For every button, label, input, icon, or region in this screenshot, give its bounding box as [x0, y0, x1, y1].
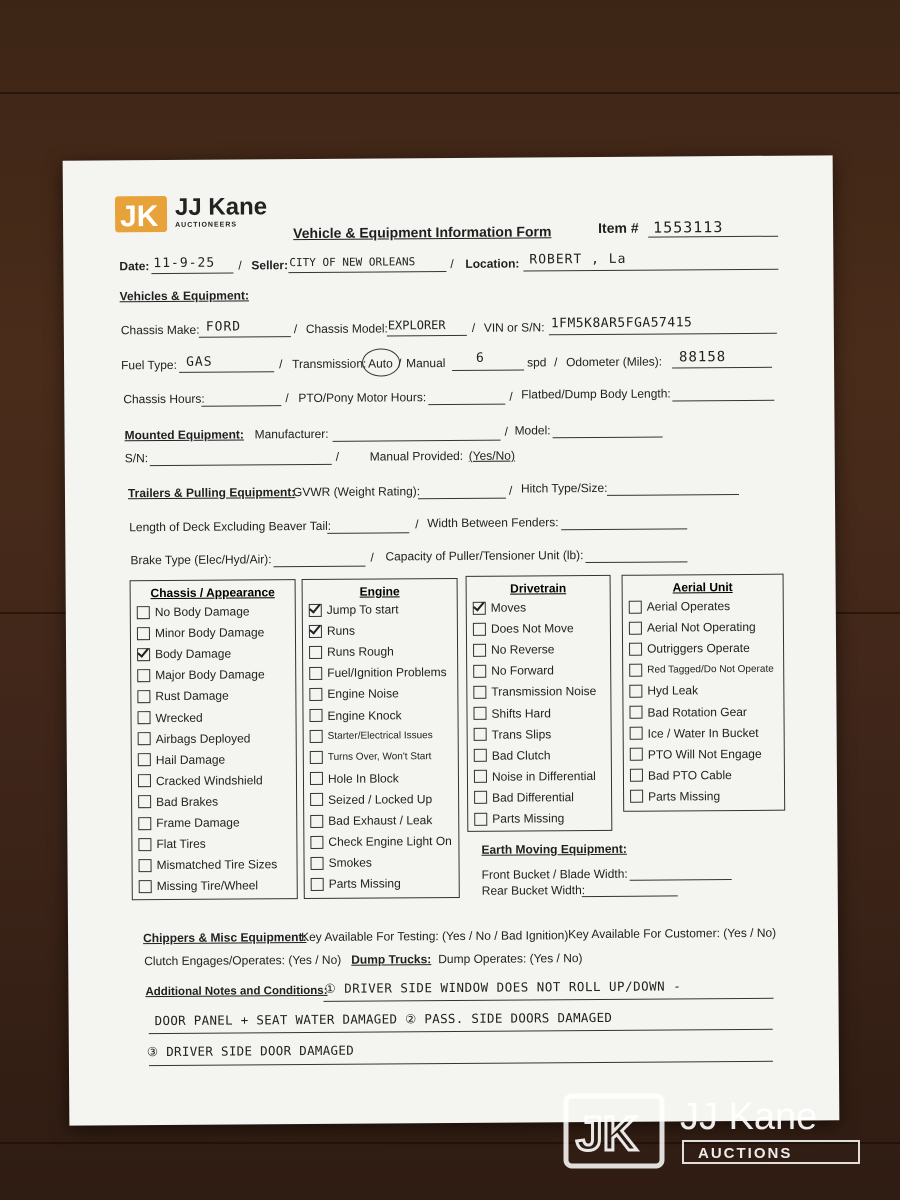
- checkbox[interactable]: [137, 627, 150, 640]
- aerial-unit-box: [622, 574, 786, 812]
- chassis-model-line: [387, 335, 467, 337]
- checkbox-label: Red Tagged/Do Not Operate: [647, 663, 774, 676]
- checkbox-row: [473, 640, 554, 659]
- checkbox-row: [630, 766, 732, 785]
- checkbox-row: [630, 787, 720, 806]
- checkbox-row: [138, 813, 239, 832]
- vin-label: VIN or S/N:: [483, 320, 545, 335]
- checkbox-label: Aerial Operates: [646, 599, 731, 614]
- hitch-line: [607, 494, 739, 496]
- checkbox[interactable]: [138, 753, 151, 766]
- checkbox-label: Noise in Differential: [491, 768, 596, 784]
- checkbox-row: [474, 767, 596, 786]
- checkbox[interactable]: [137, 669, 150, 682]
- checkbox[interactable]: [629, 621, 642, 634]
- deck-length-label: Length of Deck Excluding Beaver Tail:: [129, 518, 332, 535]
- checkbox[interactable]: [473, 686, 486, 699]
- checkbox-label: Transmission Noise: [491, 684, 597, 700]
- checkbox-label: Major Body Damage: [155, 667, 265, 683]
- checkbox-row: [630, 723, 759, 742]
- rear-bucket-label: Rear Bucket Width:: [481, 883, 586, 898]
- sn-line: [150, 464, 332, 466]
- date-line: [151, 273, 233, 275]
- manual-provided-label: Manual Provided:: [369, 448, 464, 464]
- checkbox[interactable]: [310, 793, 323, 806]
- section-earth-moving: Earth Moving Equipment:: [481, 841, 627, 857]
- checkbox[interactable]: [139, 880, 152, 893]
- vin-line: [549, 333, 777, 336]
- checkbox-row: [310, 748, 432, 767]
- item-label: Item #: [598, 219, 639, 236]
- checkbox[interactable]: [309, 624, 322, 637]
- checkbox-label: Fuel/Ignition Problems: [327, 665, 447, 681]
- checkbox-label: Smokes: [328, 855, 372, 871]
- brand-name: JJ Kane: [174, 193, 268, 221]
- checkbox-label: Shifts Hard: [491, 705, 551, 721]
- location-label: Location:: [465, 256, 520, 271]
- fuel-label: Fuel Type:: [121, 357, 177, 373]
- watermark-name: JJ Kane: [680, 1096, 818, 1138]
- checkbox-label: Runs: [326, 623, 355, 638]
- checkbox-label: Bad Exhaust / Leak: [328, 813, 433, 828]
- notes-text-1: ① DRIVER SIDE WINDOW DOES NOT ROLL UP/DOWN -: [324, 978, 682, 996]
- checkbox-label: Jump To start: [326, 602, 399, 617]
- checkbox[interactable]: [309, 646, 322, 659]
- date-label: Date:: [119, 259, 150, 274]
- checkbox[interactable]: [137, 711, 150, 724]
- checkbox-label: Trans Slips: [491, 726, 552, 742]
- brand-tagline: AUCTIONEERS: [175, 221, 238, 229]
- model-label: Model:: [514, 423, 551, 438]
- checkbox-row: [137, 687, 228, 706]
- section-trailers: Trailers & Pulling Equipment:: [127, 485, 296, 501]
- chassis-appearance-title: Chassis / Appearance: [150, 585, 275, 601]
- jk-watermark-icon: [562, 1088, 672, 1172]
- drivetrain-box: [466, 575, 613, 832]
- drivetrain-title: Drivetrain: [510, 581, 567, 596]
- svg-text:JK: JK: [576, 1108, 638, 1161]
- checkbox-label: Moves: [490, 600, 527, 615]
- checkbox-label: Outriggers Operate: [647, 641, 750, 656]
- checkbox-row: [137, 645, 231, 664]
- checkbox-label: PTO Will Not Engage: [647, 746, 762, 762]
- checkbox-row: [473, 598, 526, 616]
- checkbox-label: Parts Missing: [328, 876, 401, 892]
- model-line: [553, 437, 663, 439]
- checkbox[interactable]: [310, 730, 323, 743]
- notes-line-3: [149, 1061, 773, 1066]
- capacity-label: Capacity of Puller/Tensioner Unit (lb):: [385, 548, 584, 564]
- checkbox-row: [138, 771, 263, 790]
- checkbox-label: Aerial Not Operating: [646, 619, 756, 635]
- section-vehicles: Vehicles & Equipment:: [119, 288, 250, 304]
- section-mounted: Mounted Equipment:: [124, 427, 244, 443]
- checkbox-row: [630, 745, 762, 764]
- checkbox[interactable]: [474, 791, 487, 804]
- chassis-hours-line: [201, 405, 281, 407]
- notes-line-1: [324, 998, 774, 1002]
- manual-provided-options: (Yes/No): [468, 448, 516, 463]
- date-value: 11-9-25: [153, 255, 216, 272]
- item-value: 1553113: [653, 218, 724, 237]
- checkbox[interactable]: [629, 642, 642, 655]
- key-customer: Key Available For Customer: (Yes / No): [568, 925, 777, 942]
- checkbox-label: Bad Rotation Gear: [647, 704, 747, 720]
- information-form-sheet: JK JJ Kane AUCTIONEERS Vehicle & Equipment Information Form Item # 1553113 Date: 11-9-25 / Seller: CITY OF NEW ORLEANS / Location: ROBERT , La Vehicles & Equipment: Chassis Make: FORD / Chassis Model: EXPLORER / VIN or S/N: 1FM5K8AR5FGA57415 Fuel Type: GAS / Transmission: Auto / Manual 6 spd / Odometer (Miles): 88158 Chassis Hours: / PTO/Pony Motor Hours: / Flatbed/Dump Body Length: Mounted Equipment: Manufacturer: / Model: S/N: / Manual Provided: (Yes/No) Trailers & Pulling Equipment: GVWR (Weight Rating): / Hitch Type/Size: Length of Deck Excluding Beaver Tail: / Width Between Fenders: Brake Type (Elec/Hyd/Air): / Capacity of Puller/Tensioner Unit (lb): Chassis / Appearance No Body Damage Minor Body Damage Body Damage Major Body Damage Rust Damage Wrecked Airbags Deployed Hail Damage Cracked Windshield Bad Brakes Frame Damage Flat Tires Mismatched Tire Sizes Missing Tire/Wheel Engine Jump To start Runs Runs Rough Fuel/Ignition Problems Engine Noise Engine Knock Starter/Electrical Issues Turns Over, Won't Start Hole In Block Seized / Locked Up Bad Exhaust / Leak Check Engine Light On Smokes Parts Missing Drivetrain Moves Does Not Move No Reverse No Forward Transmission Noise Shifts Hard Trans Slips Bad Clutch Noise in Differential Bad Differential Parts Missing Aerial Unit Aerial Operates Aerial Not Operating Outriggers Operate Red Tagged/Do Not Operate Hyd Leak Bad Rotation Gear Ice / Water In Bucket PTO Will Not Engage Bad PTO Cable Parts Missing Earth Moving Equipment: Front Bucket / Blade Width: Rear Bucket Width: Chippers & Misc Equipment: Key Available For Testing: (Yes / No / Bad Ignition) Key Available For Customer: (Yes / No) Clutch Engages/Operates: (Yes / No) Dump Trucks: Dump Operates: (Yes / No) Additional Notes and Conditions: ① DRIVER SIDE WINDOW DOES NOT ROLL UP/DOWN - DOOR PANEL + SEAT WATER DAMAGED ② PASS. SIDE DOORS DAMAGED ③ DRIVER SIDE DOOR DAMAGED: [63, 155, 840, 1125]
- seller-label: Seller:: [251, 258, 289, 273]
- checkbox[interactable]: [629, 685, 642, 698]
- checkbox-row: [310, 832, 452, 851]
- checkbox-label: Mismatched Tire Sizes: [156, 857, 278, 873]
- vin-value: 1FM5K8AR5FGA57415: [550, 315, 693, 332]
- capacity-line: [585, 561, 687, 563]
- fuel-value: GAS: [185, 354, 213, 370]
- checkbox[interactable]: [138, 774, 151, 787]
- checkbox-label: Turns Over, Won't Start: [327, 751, 432, 764]
- section-notes: Additional Notes and Conditions:: [145, 984, 328, 999]
- checkbox-row: [138, 750, 225, 769]
- checkbox-row: [137, 666, 265, 685]
- checkbox-label: No Body Damage: [154, 604, 250, 620]
- checkbox-row: [310, 854, 371, 872]
- spd-label: spd: [527, 355, 547, 370]
- checkbox-label: Frame Damage: [156, 815, 240, 831]
- rear-bucket-line: [582, 895, 678, 897]
- fuel-line: [179, 371, 274, 373]
- brake-type-line: [273, 566, 365, 568]
- front-bucket-label: Front Bucket / Blade Width:: [481, 866, 628, 882]
- checkbox-row: [309, 663, 447, 682]
- checkbox[interactable]: [629, 663, 642, 676]
- checkbox-row: [138, 835, 205, 853]
- checkbox[interactable]: [629, 706, 642, 719]
- checkbox-row: [309, 685, 399, 704]
- checkbox[interactable]: [474, 770, 487, 783]
- section-chippers: Chippers & Misc Equipment:: [143, 930, 307, 946]
- notes-text-3: ③ DRIVER SIDE DOOR DAMAGED: [146, 1042, 355, 1060]
- checkbox[interactable]: [309, 603, 322, 616]
- checkbox[interactable]: [474, 728, 487, 741]
- checkbox-row: [309, 706, 401, 725]
- checkbox[interactable]: [629, 600, 642, 613]
- checkbox-row: [473, 682, 596, 701]
- transmission-auto: Auto: [368, 356, 393, 371]
- manufacturer-label: Manufacturer:: [254, 426, 329, 442]
- checkbox-row: [138, 855, 277, 874]
- checkbox[interactable]: [309, 709, 322, 722]
- gvwr-line: [418, 498, 506, 500]
- checkbox-row: [137, 708, 202, 726]
- checkbox[interactable]: [309, 688, 322, 701]
- manufacturer-line: [333, 440, 501, 442]
- checkbox-label: Bad PTO Cable: [647, 767, 732, 783]
- chassis-model-label: Chassis Model:: [305, 321, 388, 337]
- checkbox-label: Hail Damage: [155, 752, 226, 767]
- checkbox-row: [310, 790, 432, 809]
- checkbox[interactable]: [473, 601, 486, 614]
- checkbox[interactable]: [138, 838, 151, 851]
- checkbox[interactable]: [630, 769, 643, 782]
- odometer-value: 88158: [678, 349, 727, 366]
- checkbox-row: [474, 809, 564, 828]
- form-title: Vehicle & Equipment Information Form: [293, 223, 552, 242]
- aerial-unit-title: Aerial Unit: [672, 580, 733, 595]
- checkbox-label: Bad Clutch: [491, 747, 551, 763]
- checkbox[interactable]: [137, 690, 150, 703]
- checkbox[interactable]: [630, 748, 643, 761]
- location-line: [523, 269, 778, 272]
- checkbox-row: [137, 623, 265, 642]
- checkbox-label: Seized / Locked Up: [328, 792, 433, 807]
- svg-text:JK: JK: [119, 200, 159, 234]
- checkbox-label: Runs Rough: [327, 644, 394, 660]
- checkbox-label: Body Damage: [155, 646, 232, 662]
- checkbox-row: [629, 682, 698, 700]
- checkbox-label: Missing Tire/Wheel: [156, 878, 259, 894]
- seller-line: [288, 271, 446, 273]
- checkbox-label: Does Not Move: [490, 621, 574, 636]
- checkbox-label: Bad Differential: [492, 790, 574, 805]
- checkbox[interactable]: [138, 732, 151, 745]
- checkbox[interactable]: [137, 648, 150, 661]
- checkbox[interactable]: [474, 749, 487, 762]
- checkbox[interactable]: [310, 835, 323, 848]
- checkbox[interactable]: [138, 795, 151, 808]
- checkbox-row: [310, 811, 432, 830]
- checkbox-row: [629, 702, 747, 721]
- checkbox-row: [309, 622, 355, 640]
- checkbox-label: Hyd Leak: [647, 683, 699, 699]
- chassis-hours-label: Chassis Hours:: [123, 391, 205, 407]
- transmission-label: Transmission:: [292, 356, 367, 372]
- checkbox[interactable]: [311, 878, 324, 891]
- checkbox-label: Flat Tires: [156, 836, 206, 852]
- checkbox-label: Rust Damage: [155, 688, 229, 704]
- sn-label: S/N:: [124, 451, 149, 466]
- checkbox-row: [629, 618, 756, 637]
- checkbox[interactable]: [630, 790, 643, 803]
- checkbox-row: [474, 788, 574, 807]
- checkbox-label: Starter/Electrical Issues: [327, 730, 433, 742]
- checkbox-label: Cracked Windshield: [155, 773, 263, 788]
- checkbox[interactable]: [310, 814, 323, 827]
- hitch-label: Hitch Type/Size:: [520, 480, 608, 496]
- key-testing: Key Available For Testing: (Yes / No / Bad Ignition): [301, 928, 569, 945]
- checkbox-label: Bad Brakes: [156, 794, 219, 809]
- chassis-make-line: [199, 336, 291, 338]
- checkbox-row: [474, 725, 552, 744]
- checkbox-label: Check Engine Light On: [328, 834, 452, 849]
- checkbox-row: [139, 877, 258, 896]
- chassis-model-value: EXPLORER: [387, 318, 446, 333]
- checkbox-row: [629, 639, 750, 658]
- checkbox-label: Parts Missing: [492, 811, 565, 826]
- flatbed-label: Flatbed/Dump Body Length:: [521, 386, 671, 402]
- checkbox-row: [629, 597, 730, 616]
- seller-value: CITY OF NEW ORLEANS: [289, 255, 416, 270]
- checkbox[interactable]: [310, 751, 323, 764]
- checkbox[interactable]: [473, 643, 486, 656]
- checkbox-label: Ice / Water In Bucket: [647, 725, 759, 741]
- clutch-text: Clutch Engages/Operates: (Yes / No): [144, 952, 342, 969]
- checkbox-row: [138, 729, 251, 748]
- engine-box: [302, 578, 460, 899]
- checkbox-label: Parts Missing: [648, 789, 721, 804]
- checkbox-row: [138, 793, 218, 812]
- checkbox-row: [310, 727, 433, 746]
- wood-seam: [0, 92, 900, 94]
- checkbox[interactable]: [310, 772, 323, 785]
- checkbox-label: No Forward: [491, 663, 554, 679]
- checkbox-row: [473, 619, 574, 638]
- location-value: ROBERT , La: [529, 251, 627, 268]
- speeds-line: [452, 369, 524, 371]
- flatbed-line: [672, 400, 774, 402]
- notes-text-2: DOOR PANEL + SEAT WATER DAMAGED ② PASS. SIDE DOORS DAMAGED: [154, 1009, 613, 1029]
- checkbox[interactable]: [139, 859, 152, 872]
- auto-circle-mark: [362, 348, 400, 376]
- chassis-appearance-box: [130, 579, 298, 900]
- dump-operates: Dump Operates: (Yes / No): [438, 951, 583, 967]
- width-fenders-line: [561, 528, 687, 530]
- odometer-line: [672, 367, 772, 369]
- checkbox-row: [309, 643, 394, 662]
- engine-title: Engine: [359, 584, 400, 599]
- checkbox[interactable]: [630, 727, 643, 740]
- checkbox-label: Airbags Deployed: [155, 730, 251, 746]
- odometer-label: Odometer (Miles):: [566, 354, 663, 370]
- checkbox-row: [309, 600, 399, 619]
- checkbox-row: [137, 602, 250, 621]
- front-bucket-line: [630, 879, 732, 881]
- pto-hours-label: PTO/Pony Motor Hours:: [298, 390, 427, 406]
- checkbox[interactable]: [474, 812, 487, 825]
- checkbox-row: [473, 662, 554, 681]
- checkbox-label: Wrecked: [155, 710, 203, 725]
- checkbox-row: [473, 704, 550, 723]
- checkbox-row: [474, 746, 551, 765]
- chassis-make-value: FORD: [205, 319, 242, 335]
- checkbox[interactable]: [311, 857, 324, 870]
- deck-length-line: [327, 532, 409, 534]
- checkbox-row: [629, 660, 774, 679]
- notes-line-2: [149, 1029, 773, 1034]
- checkbox[interactable]: [473, 622, 486, 635]
- width-fenders-label: Width Between Fenders:: [427, 515, 559, 531]
- speeds-value: 6: [475, 350, 485, 366]
- watermark-tagline: AUCTIONS: [682, 1140, 860, 1164]
- checkbox-label: No Reverse: [491, 642, 555, 657]
- chassis-make-label: Chassis Make:: [120, 322, 200, 338]
- checkbox[interactable]: [138, 817, 151, 830]
- jj-kane-logo: [115, 191, 275, 241]
- checkbox-label: Engine Noise: [327, 686, 399, 702]
- checkbox-row: [311, 875, 401, 894]
- checkbox[interactable]: [137, 606, 150, 619]
- brake-type-label: Brake Type (Elec/Hyd/Air):: [130, 552, 272, 568]
- checkbox-label: Minor Body Damage: [154, 625, 265, 641]
- transmission-manual: Manual: [406, 356, 446, 371]
- checkbox-label: Hole In Block: [327, 771, 399, 786]
- checkbox-row: [310, 769, 399, 788]
- pto-hours-line: [428, 404, 505, 406]
- checkbox[interactable]: [473, 665, 486, 678]
- checkbox[interactable]: [473, 707, 486, 720]
- gvwr-label: GVWR (Weight Rating):: [292, 484, 421, 500]
- section-dump-trucks: Dump Trucks:: [351, 952, 432, 967]
- checkbox-label: Engine Knock: [327, 707, 402, 723]
- checkbox[interactable]: [309, 667, 322, 680]
